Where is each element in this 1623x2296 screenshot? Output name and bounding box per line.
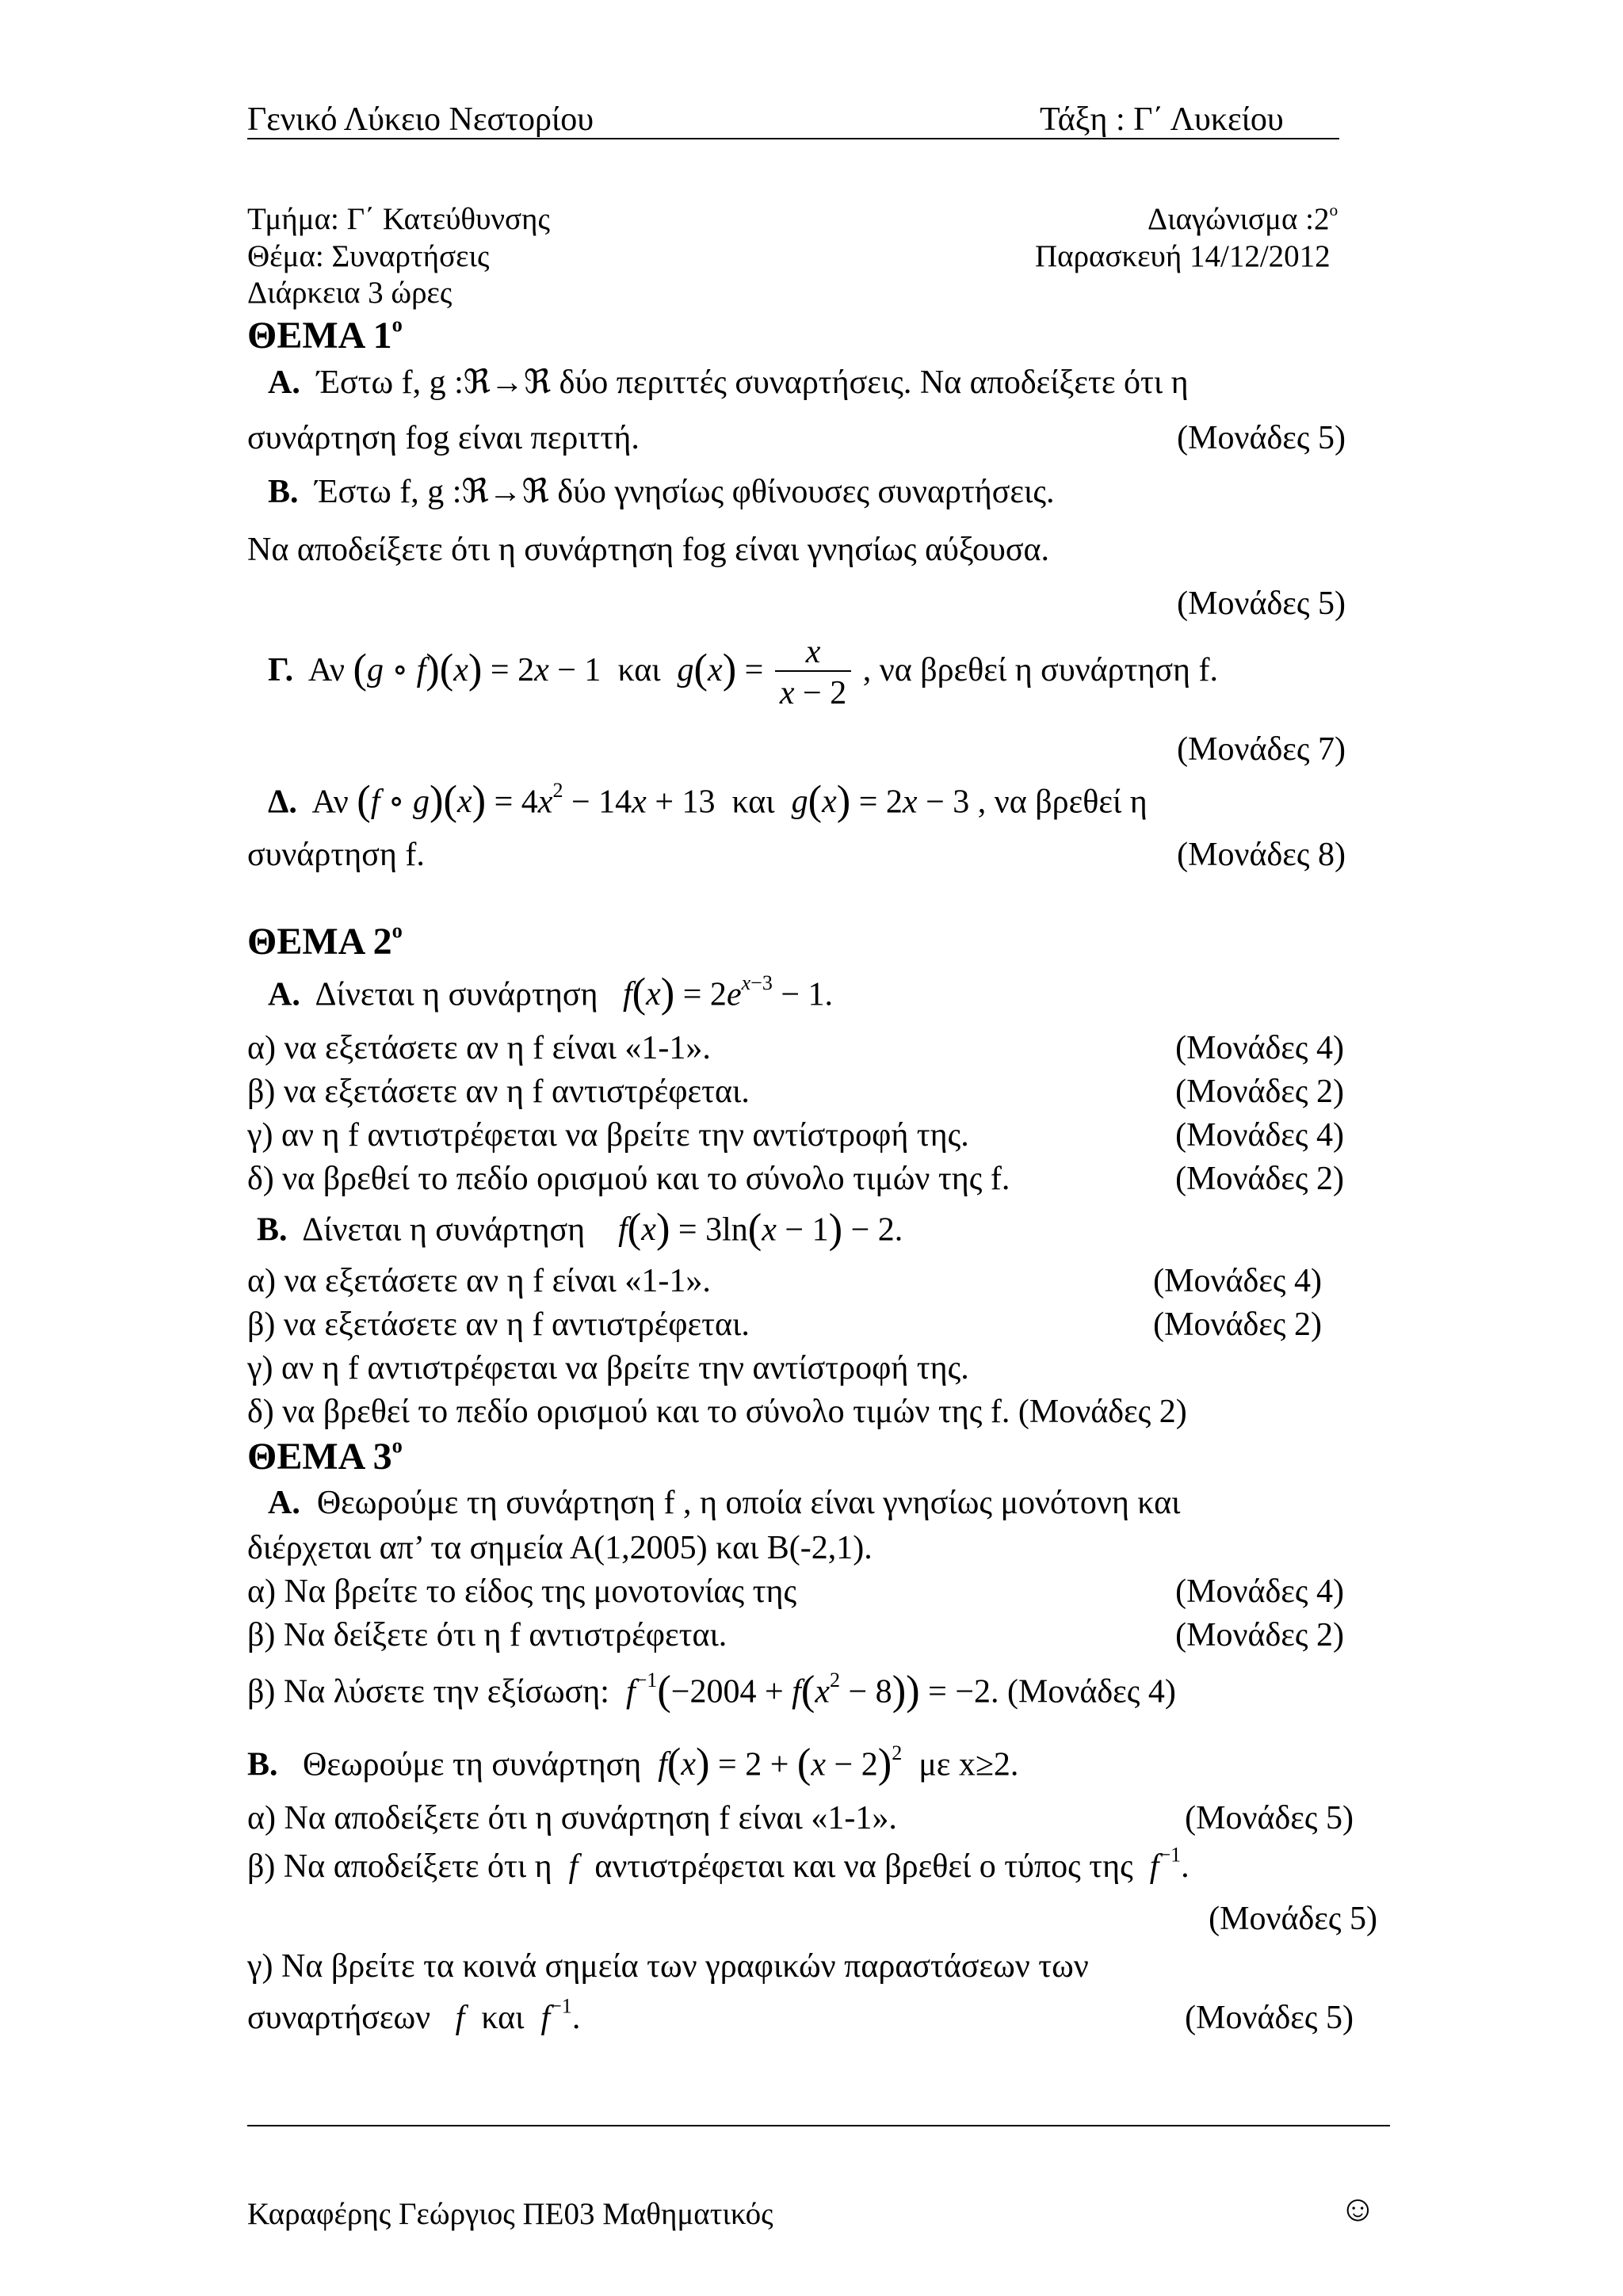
theme1-a-line1: Α. Έστω f, g :ℜ→ℜ δύο περιττές συναρτήσεις. Να αποδείξετε ότι η [268, 364, 1189, 401]
theme1-c-points: (Μονάδες 7) [1177, 731, 1346, 768]
theme2-b-b-points: (Μονάδες 2) [1153, 1306, 1322, 1343]
theme2-a-d-points: (Μονάδες 2) [1175, 1161, 1344, 1197]
meta-topic: Θέμα: Συναρτήσεις [247, 239, 490, 273]
theme2-b-b: β) να εξετάσετε αν η f αντιστρέφεται. [247, 1306, 750, 1343]
smiley-icon: ☺ [1339, 2188, 1377, 2229]
theme1-d-line1: Δ. Αν (f ∘ $g)(x) = 4x^2 - 14x + 13$ και g(x) = 2x − 3 , να βρεθεί η [268, 778, 1148, 824]
theme2-title: ΘΕΜΑ $2^o$ [247, 917, 403, 963]
theme3-a-line1: Α. Θεωρούμε τη συνάρτηση f , η οποία είναι γνησίως μονότονη και [268, 1485, 1181, 1521]
theme2-a-b: β) να εξετάσετε αν η f αντιστρέφεται. [247, 1074, 750, 1110]
header-class: Τάξη : Γ΄ Λυκείου [1040, 101, 1284, 138]
theme3-b-intro: Β. Θεωρούμε τη συνάρτηση $f(x) = 2 + (x - 2)^2$ με x≥2. [247, 1741, 1019, 1787]
theme3-b-b: β) Να αποδείξετε ότι η f αντιστρέφεται και να βρεθεί ο τύπος της $f^{-1}$. [247, 1843, 1190, 1885]
theme1-a-points: (Μονάδες 5) [1177, 420, 1346, 456]
theme2-a-c: γ) αν η f αντιστρέφεται να βρείτε την αντίστροφή της. [247, 1117, 969, 1154]
theme3-b-a-points: (Μονάδες 5) [1185, 1800, 1354, 1836]
theme2-b-intro: Β. Δίνεται η συνάρτηση f(x) = 3ln(x − 1) − 2. [257, 1206, 903, 1252]
theme3-a-a: α) Να βρείτε το είδος της μονοτονίας της [247, 1573, 797, 1610]
theme1-b-line2: Να αποδείξετε ότι η συνάρτηση fog είναι γνησίως αύξουσα. [247, 532, 1049, 568]
theme2-a-b-points: (Μονάδες 2) [1175, 1074, 1344, 1110]
theme3-b-c-line2: συναρτήσεων f και $f^{-1}$. [247, 1994, 581, 2036]
theme2-b-a-points: (Μονάδες 4) [1153, 1263, 1322, 1299]
meta-section: Τμήμα: Γ΄ Κατεύθυνσης [247, 202, 550, 236]
theme2-b-c: γ) αν η f αντιστρέφεται να βρείτε την αντίστροφή της. [247, 1350, 969, 1386]
theme2-a-intro: Α. Δίνεται η συνάρτηση $f(x) = 2e^{x-3} - 1$. [268, 971, 834, 1016]
theme2-a-c-points: (Μονάδες 4) [1175, 1117, 1344, 1154]
theme2-a-a: α) να εξετάσετε αν η f είναι «1-1». [247, 1030, 711, 1066]
header-rule [247, 138, 1339, 139]
theme3-a-line2: διέρχεται απ’ τα σημεία Α(1,2005) και Β(-2,1). [247, 1530, 873, 1566]
theme1-d-points: (Μονάδες 8) [1177, 837, 1346, 873]
theme1-d-line2: συνάρτηση f. [247, 837, 425, 873]
theme1-b-points: (Μονάδες 5) [1177, 585, 1346, 622]
theme2-a-d: δ) να βρεθεί το πεδίο ορισμού και το σύνολο τιμών της f. [247, 1161, 1010, 1197]
theme1-title: ΘΕΜΑ $1^o$ [247, 311, 403, 357]
theme2-a-a-points: (Μονάδες 4) [1175, 1030, 1344, 1066]
theme2-b-d: δ) να βρεθεί το πεδίο ορισμού και το σύνολο τιμών της f. (Μονάδες 2) [247, 1394, 1187, 1430]
theme3-a-b-points: (Μονάδες 2) [1175, 1617, 1344, 1653]
theme3-b-a: α) Να αποδείξετε ότι η συνάρτηση f είναι «1-1». [247, 1800, 897, 1836]
meta-date: Παρασκευή 14/12/2012 [1035, 239, 1331, 273]
theme3-b-c-points: (Μονάδες 5) [1185, 2000, 1354, 2036]
theme3-a-b: β) Να δείξετε ότι η f αντιστρέφεται. [247, 1617, 727, 1653]
theme3-a-c: β) Να λύσετε την εξίσωση: $f^{-1}(-2004 + f(x^2 - 8)) = -2$. (Μονάδες 4) [247, 1668, 1176, 1714]
theme2-b-a: α) να εξετάσετε αν η f είναι «1-1». [247, 1263, 711, 1299]
meta-test: Διαγώνισμα $:2^o$ [1148, 200, 1338, 236]
theme1-c-line: Γ. Αν (g ∘ f)(x) = 2x − 1 και g(x) = $\frac{x}{x - 2}$ , να βρεθεί η συνάρτηση f. [268, 634, 1219, 712]
footer-author: Καραφέρης Γεώργιος ΠΕ03 Μαθηματικός [247, 2197, 773, 2231]
header-school: Γενικό Λύκειο Νεστορίου [247, 101, 594, 138]
theme3-b-c-line1: γ) Να βρείτε τα κοινά σημεία των γραφικών παραστάσεων των [247, 1948, 1089, 1985]
footer-rule [247, 2125, 1390, 2126]
theme3-title: ΘΕΜΑ $3^o$ [247, 1432, 403, 1478]
theme3-b-b-points: (Μονάδες 5) [1209, 1901, 1377, 1937]
theme3-a-a-points: (Μονάδες 4) [1175, 1573, 1344, 1610]
theme1-b-line1: Β. Έστω f, g :ℜ→ℜ δύο γνησίως φθίνουσες συναρτήσεις. [268, 474, 1055, 510]
theme1-a-line2: συνάρτηση fog είναι περιττή. [247, 420, 640, 456]
meta-duration: Διάρκεια 3 ώρες [247, 276, 453, 310]
